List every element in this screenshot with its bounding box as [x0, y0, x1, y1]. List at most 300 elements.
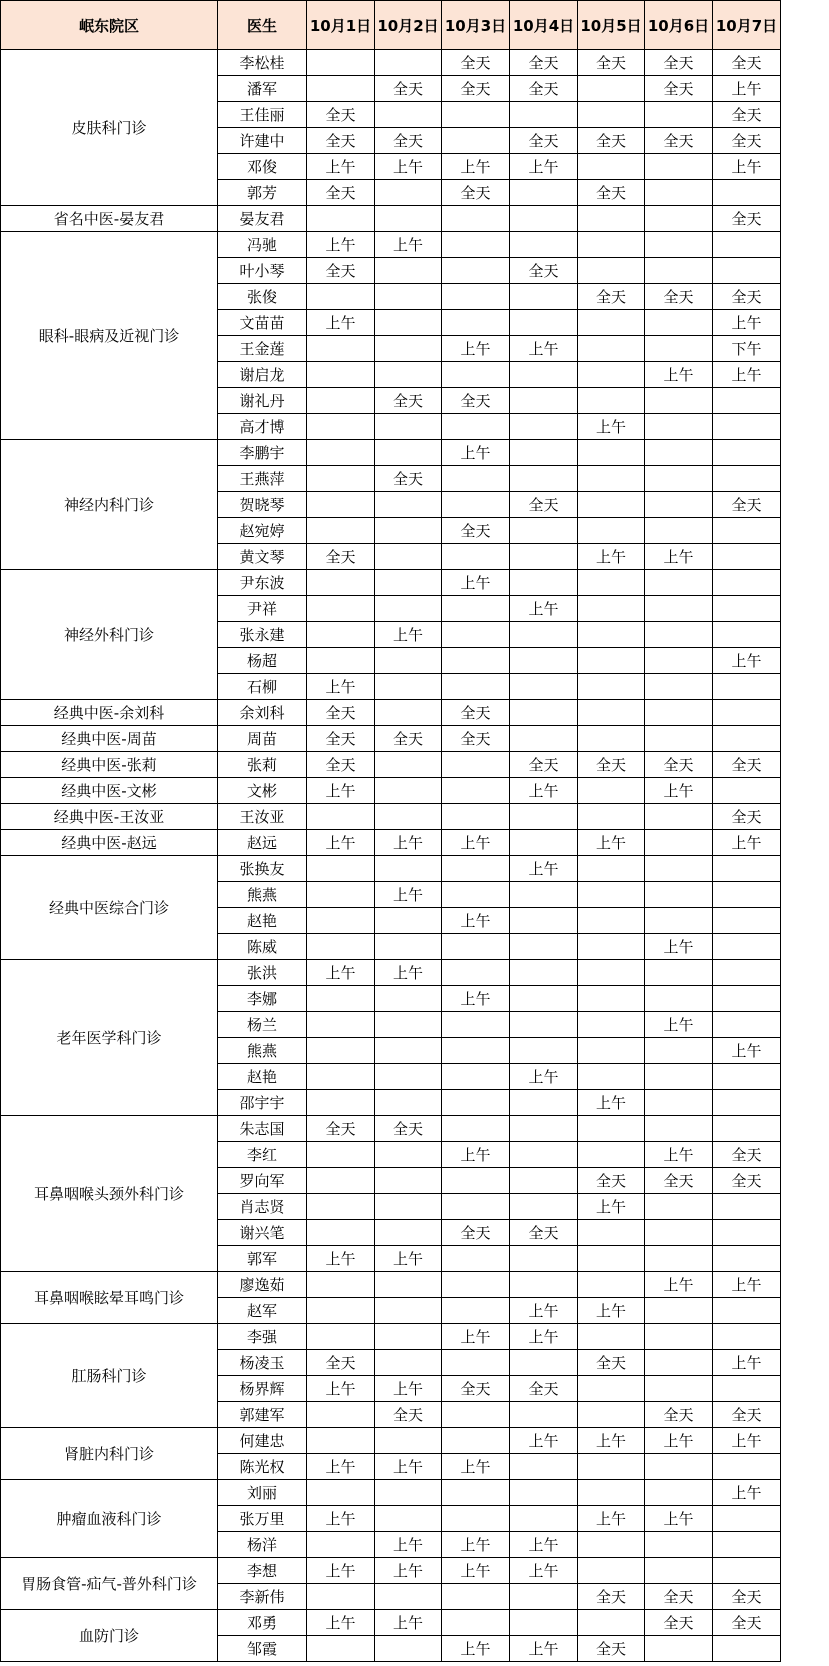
- schedule-cell: [510, 1454, 578, 1480]
- schedule-cell: 上午: [510, 1532, 578, 1558]
- schedule-cell: 上午: [578, 1090, 645, 1116]
- schedule-cell: [713, 544, 781, 570]
- doctor-name-cell: 邵宇宇: [218, 1090, 307, 1116]
- schedule-cell: 上午: [442, 908, 510, 934]
- department-cell: 肛肠科门诊: [1, 1324, 218, 1428]
- schedule-cell: 全天: [578, 50, 645, 76]
- schedule-cell: [578, 336, 645, 362]
- schedule-cell: 上午: [713, 1350, 781, 1376]
- schedule-cell: [442, 674, 510, 700]
- schedule-cell: [307, 1324, 375, 1350]
- schedule-cell: [375, 1220, 442, 1246]
- schedule-cell: [578, 1558, 645, 1584]
- schedule-cell: [510, 1194, 578, 1220]
- schedule-cell: 全天: [307, 700, 375, 726]
- schedule-cell: [510, 1480, 578, 1506]
- table-row: [1, 830, 781, 856]
- schedule-cell: [578, 1454, 645, 1480]
- schedule-cell: [375, 908, 442, 934]
- schedule-cell: [375, 986, 442, 1012]
- schedule-cell: [442, 1012, 510, 1038]
- schedule-cell: [307, 1532, 375, 1558]
- schedule-cell: [442, 232, 510, 258]
- schedule-cell: [375, 1168, 442, 1194]
- schedule-cell: [510, 1402, 578, 1428]
- schedule-cell: [578, 102, 645, 128]
- schedule-cell: 全天: [645, 128, 713, 154]
- schedule-cell: [645, 336, 713, 362]
- schedule-cell: [713, 1194, 781, 1220]
- schedule-cell: [578, 154, 645, 180]
- doctor-name-cell: 尹东波: [218, 570, 307, 596]
- schedule-cell: [510, 440, 578, 466]
- schedule-cell: 全天: [578, 180, 645, 206]
- schedule-cell: 上午: [578, 414, 645, 440]
- schedule-cell: [578, 700, 645, 726]
- schedule-cell: [510, 388, 578, 414]
- schedule-cell: 全天: [307, 726, 375, 752]
- schedule-cell: [578, 492, 645, 518]
- schedule-cell: [645, 1194, 713, 1220]
- schedule-cell: [645, 804, 713, 830]
- schedule-cell: [645, 856, 713, 882]
- department-cell: 经典中医-文彬: [1, 778, 218, 804]
- schedule-cell: [645, 1246, 713, 1272]
- schedule-cell: 上午: [713, 1480, 781, 1506]
- schedule-cell: 上午: [375, 830, 442, 856]
- schedule-cell: [713, 986, 781, 1012]
- schedule-cell: 全天: [307, 1350, 375, 1376]
- schedule-cell: [645, 206, 713, 232]
- schedule-cell: [578, 934, 645, 960]
- doctor-name-cell: 赵军: [218, 1298, 307, 1324]
- schedule-cell: [375, 1506, 442, 1532]
- doctor-name-cell: 熊燕: [218, 882, 307, 908]
- doctor-name-cell: 杨凌玉: [218, 1350, 307, 1376]
- table-row: [1, 1480, 781, 1506]
- schedule-cell: 上午: [713, 76, 781, 102]
- schedule-cell: [645, 1324, 713, 1350]
- schedule-cell: [578, 1246, 645, 1272]
- schedule-cell: [442, 1428, 510, 1454]
- schedule-cell: [510, 700, 578, 726]
- schedule-cell: 上午: [645, 1012, 713, 1038]
- schedule-cell: [307, 1142, 375, 1168]
- table-row: [1, 1116, 781, 1142]
- schedule-cell: [578, 1376, 645, 1402]
- schedule-cell: [375, 518, 442, 544]
- schedule-cell: [713, 466, 781, 492]
- doctor-name-cell: 谢礼丹: [218, 388, 307, 414]
- schedule-cell: [578, 986, 645, 1012]
- department-cell: 眼科-眼病及近视门诊: [1, 232, 218, 440]
- schedule-cell: [307, 362, 375, 388]
- schedule-cell: 上午: [307, 674, 375, 700]
- schedule-cell: [442, 1116, 510, 1142]
- schedule-cell: [510, 180, 578, 206]
- schedule-cell: 上午: [713, 310, 781, 336]
- schedule-cell: 上午: [307, 1454, 375, 1480]
- schedule-cell: [578, 882, 645, 908]
- schedule-cell: [645, 414, 713, 440]
- schedule-cell: [713, 856, 781, 882]
- doctor-name-cell: 郭建军: [218, 1402, 307, 1428]
- table-row: [1, 206, 781, 232]
- schedule-cell: 上午: [375, 622, 442, 648]
- schedule-cell: 上午: [307, 1558, 375, 1584]
- schedule-cell: [578, 622, 645, 648]
- schedule-cell: [510, 908, 578, 934]
- schedule-cell: [578, 778, 645, 804]
- schedule-cell: [645, 258, 713, 284]
- schedule-cell: 全天: [375, 128, 442, 154]
- schedule-cell: [645, 1298, 713, 1324]
- schedule-cell: [713, 726, 781, 752]
- schedule-cell: 上午: [578, 1298, 645, 1324]
- schedule-cell: 上午: [713, 1272, 781, 1298]
- schedule-cell: [307, 1298, 375, 1324]
- doctor-name-cell: 邓俊: [218, 154, 307, 180]
- doctor-name-cell: 陈光权: [218, 1454, 307, 1480]
- doctor-name-cell: 谢启龙: [218, 362, 307, 388]
- schedule-cell: 上午: [375, 1558, 442, 1584]
- schedule-cell: [375, 1480, 442, 1506]
- schedule-cell: [307, 414, 375, 440]
- schedule-cell: [645, 1558, 713, 1584]
- schedule-cell: [442, 856, 510, 882]
- schedule-cell: [713, 180, 781, 206]
- schedule-cell: [510, 986, 578, 1012]
- schedule-cell: 上午: [645, 778, 713, 804]
- doctor-name-cell: 肖志贤: [218, 1194, 307, 1220]
- schedule-cell: [645, 882, 713, 908]
- schedule-cell: 全天: [645, 1610, 713, 1636]
- table-row: [1, 570, 781, 596]
- schedule-cell: 全天: [713, 1168, 781, 1194]
- schedule-body: [1, 50, 781, 1662]
- schedule-cell: [307, 1012, 375, 1038]
- schedule-cell: [510, 1584, 578, 1610]
- schedule-cell: 上午: [442, 336, 510, 362]
- table-row: [1, 856, 781, 882]
- doctor-name-cell: 邹霞: [218, 1636, 307, 1662]
- schedule-cell: 全天: [713, 102, 781, 128]
- schedule-cell: 上午: [713, 830, 781, 856]
- schedule-cell: 下午: [713, 336, 781, 362]
- schedule-cell: [307, 804, 375, 830]
- doctor-name-cell: 余刘科: [218, 700, 307, 726]
- schedule-cell: [307, 76, 375, 102]
- schedule-cell: [578, 206, 645, 232]
- schedule-cell: [375, 1584, 442, 1610]
- doctor-name-cell: 王汝亚: [218, 804, 307, 830]
- schedule-cell: [713, 934, 781, 960]
- schedule-cell: [645, 1636, 713, 1662]
- schedule-cell: [442, 752, 510, 778]
- schedule-cell: [510, 414, 578, 440]
- schedule-cell: [578, 1402, 645, 1428]
- doctor-name-cell: 潘军: [218, 76, 307, 102]
- schedule-cell: 上午: [713, 362, 781, 388]
- doctor-name-cell: 张永建: [218, 622, 307, 648]
- schedule-cell: [645, 622, 713, 648]
- schedule-cell: 上午: [375, 1454, 442, 1480]
- department-cell: 皮肤科门诊: [1, 50, 218, 206]
- schedule-cell: 上午: [645, 934, 713, 960]
- schedule-cell: [645, 1532, 713, 1558]
- schedule-cell: [510, 570, 578, 596]
- schedule-cell: 上午: [645, 362, 713, 388]
- schedule-cell: 全天: [442, 50, 510, 76]
- schedule-cell: 上午: [307, 154, 375, 180]
- schedule-cell: [713, 1324, 781, 1350]
- schedule-cell: [375, 1142, 442, 1168]
- schedule-cell: 全天: [510, 50, 578, 76]
- schedule-cell: [375, 258, 442, 284]
- schedule-cell: 全天: [307, 1116, 375, 1142]
- schedule-cell: 上午: [510, 1428, 578, 1454]
- doctor-name-cell: 石柳: [218, 674, 307, 700]
- schedule-cell: [645, 1038, 713, 1064]
- schedule-cell: [307, 1584, 375, 1610]
- schedule-cell: 全天: [442, 518, 510, 544]
- schedule-cell: 上午: [510, 856, 578, 882]
- schedule-cell: [442, 960, 510, 986]
- schedule-cell: 全天: [713, 128, 781, 154]
- doctor-name-cell: 王金莲: [218, 336, 307, 362]
- header-campus: 岷东院区: [1, 1, 218, 50]
- schedule-cell: 上午: [442, 1324, 510, 1350]
- doctor-name-cell: 朱志国: [218, 1116, 307, 1142]
- schedule-cell: [645, 1480, 713, 1506]
- schedule-cell: 全天: [713, 1142, 781, 1168]
- schedule-cell: 上午: [510, 154, 578, 180]
- header-date: 10月4日: [510, 1, 578, 50]
- schedule-cell: [510, 1038, 578, 1064]
- schedule-cell: 上午: [442, 154, 510, 180]
- doctor-name-cell: 叶小琴: [218, 258, 307, 284]
- doctor-name-cell: 何建忠: [218, 1428, 307, 1454]
- schedule-cell: [645, 232, 713, 258]
- schedule-cell: [578, 960, 645, 986]
- schedule-cell: 全天: [375, 1402, 442, 1428]
- schedule-cell: [307, 284, 375, 310]
- schedule-cell: [578, 258, 645, 284]
- schedule-cell: 上午: [578, 830, 645, 856]
- header-date: 10月6日: [645, 1, 713, 50]
- schedule-cell: 上午: [578, 544, 645, 570]
- schedule-cell: 上午: [510, 1558, 578, 1584]
- doctor-name-cell: 陈威: [218, 934, 307, 960]
- doctor-name-cell: 赵艳: [218, 908, 307, 934]
- schedule-cell: [375, 206, 442, 232]
- doctor-name-cell: 杨洋: [218, 1532, 307, 1558]
- schedule-cell: [442, 778, 510, 804]
- schedule-cell: 全天: [442, 726, 510, 752]
- doctor-name-cell: 冯驰: [218, 232, 307, 258]
- schedule-cell: [578, 1064, 645, 1090]
- schedule-cell: [307, 492, 375, 518]
- schedule-cell: 上午: [442, 1558, 510, 1584]
- header-date: 10月1日: [307, 1, 375, 50]
- schedule-cell: [375, 700, 442, 726]
- doctor-name-cell: 李娜: [218, 986, 307, 1012]
- schedule-cell: 全天: [375, 466, 442, 492]
- schedule-cell: 上午: [510, 1324, 578, 1350]
- schedule-cell: [645, 830, 713, 856]
- header-date: 10月2日: [375, 1, 442, 50]
- schedule-cell: [442, 648, 510, 674]
- doctor-name-cell: 许建中: [218, 128, 307, 154]
- schedule-cell: [375, 336, 442, 362]
- schedule-cell: [375, 440, 442, 466]
- department-cell: 经典中医-周苗: [1, 726, 218, 752]
- schedule-cell: 上午: [510, 1298, 578, 1324]
- doctor-name-cell: 李想: [218, 1558, 307, 1584]
- schedule-cell: [442, 1272, 510, 1298]
- schedule-cell: [442, 284, 510, 310]
- schedule-cell: 上午: [645, 1272, 713, 1298]
- schedule-cell: [510, 466, 578, 492]
- schedule-cell: [578, 76, 645, 102]
- schedule-cell: [645, 1454, 713, 1480]
- schedule-cell: [307, 1428, 375, 1454]
- doctor-name-cell: 张换友: [218, 856, 307, 882]
- schedule-cell: [375, 1064, 442, 1090]
- schedule-cell: [442, 882, 510, 908]
- schedule-cell: [645, 1220, 713, 1246]
- schedule-cell: [510, 1506, 578, 1532]
- doctor-name-cell: 李红: [218, 1142, 307, 1168]
- department-cell: 经典中医-赵远: [1, 830, 218, 856]
- schedule-cell: 上午: [645, 1506, 713, 1532]
- schedule-cell: 全天: [713, 284, 781, 310]
- schedule-cell: [375, 1194, 442, 1220]
- schedule-cell: [713, 882, 781, 908]
- department-cell: 胃肠食管-疝气-普外科门诊: [1, 1558, 218, 1610]
- schedule-cell: [510, 1350, 578, 1376]
- schedule-cell: 全天: [442, 388, 510, 414]
- schedule-cell: [713, 1220, 781, 1246]
- schedule-cell: [645, 960, 713, 986]
- schedule-cell: [442, 102, 510, 128]
- schedule-cell: [307, 1480, 375, 1506]
- schedule-cell: 上午: [375, 1246, 442, 1272]
- schedule-cell: [645, 570, 713, 596]
- schedule-cell: [645, 648, 713, 674]
- schedule-cell: [713, 1532, 781, 1558]
- schedule-cell: [375, 1272, 442, 1298]
- schedule-cell: 上午: [578, 1506, 645, 1532]
- doctor-name-cell: 高才博: [218, 414, 307, 440]
- schedule-cell: [442, 1402, 510, 1428]
- schedule-cell: 全天: [578, 1636, 645, 1662]
- schedule-cell: 上午: [307, 232, 375, 258]
- schedule-cell: 全天: [442, 76, 510, 102]
- doctor-name-cell: 刘丽: [218, 1480, 307, 1506]
- schedule-cell: 上午: [375, 882, 442, 908]
- schedule-cell: [375, 102, 442, 128]
- schedule-cell: [442, 544, 510, 570]
- schedule-cell: [375, 1298, 442, 1324]
- department-cell: 省名中医-晏友君: [1, 206, 218, 232]
- schedule-cell: [307, 388, 375, 414]
- schedule-cell: [645, 492, 713, 518]
- schedule-cell: 上午: [375, 1376, 442, 1402]
- doctor-name-cell: 郭芳: [218, 180, 307, 206]
- doctor-name-cell: 杨界辉: [218, 1376, 307, 1402]
- schedule-cell: [442, 1090, 510, 1116]
- schedule-cell: [307, 206, 375, 232]
- schedule-cell: [578, 1116, 645, 1142]
- schedule-cell: [442, 804, 510, 830]
- schedule-cell: [307, 1064, 375, 1090]
- schedule-cell: 上午: [375, 232, 442, 258]
- department-cell: 耳鼻咽喉眩晕耳鸣门诊: [1, 1272, 218, 1324]
- schedule-cell: [510, 1142, 578, 1168]
- doctor-name-cell: 王佳丽: [218, 102, 307, 128]
- schedule-cell: [510, 284, 578, 310]
- schedule-cell: [375, 414, 442, 440]
- schedule-cell: 全天: [578, 128, 645, 154]
- table-row: [1, 440, 781, 466]
- schedule-cell: [578, 674, 645, 700]
- doctor-name-cell: 张洪: [218, 960, 307, 986]
- schedule-cell: [510, 232, 578, 258]
- schedule-cell: 上午: [645, 1428, 713, 1454]
- schedule-cell: [307, 1038, 375, 1064]
- schedule-cell: 全天: [578, 284, 645, 310]
- schedule-cell: [645, 674, 713, 700]
- doctor-name-cell: 熊燕: [218, 1038, 307, 1064]
- schedule-cell: [578, 1220, 645, 1246]
- schedule-cell: 全天: [510, 128, 578, 154]
- doctor-name-cell: 赵艳: [218, 1064, 307, 1090]
- schedule-cell: 上午: [442, 1636, 510, 1662]
- schedule-cell: [375, 362, 442, 388]
- schedule-cell: [645, 154, 713, 180]
- schedule-cell: [645, 440, 713, 466]
- schedule-cell: [578, 466, 645, 492]
- schedule-cell: [375, 596, 442, 622]
- schedule-cell: [510, 1116, 578, 1142]
- schedule-cell: [645, 1116, 713, 1142]
- doctor-name-cell: 郭军: [218, 1246, 307, 1272]
- department-cell: 神经外科门诊: [1, 570, 218, 700]
- schedule-cell: [713, 700, 781, 726]
- schedule-cell: 上午: [578, 1428, 645, 1454]
- schedule-cell: 全天: [307, 752, 375, 778]
- schedule-cell: [307, 1636, 375, 1662]
- schedule-cell: 全天: [442, 700, 510, 726]
- schedule-cell: [578, 1142, 645, 1168]
- schedule-cell: [713, 414, 781, 440]
- department-cell: 神经内科门诊: [1, 440, 218, 570]
- schedule-cell: [442, 128, 510, 154]
- schedule-cell: 上午: [510, 336, 578, 362]
- schedule-cell: 上午: [442, 570, 510, 596]
- schedule-cell: [307, 440, 375, 466]
- schedule-cell: [645, 986, 713, 1012]
- schedule-cell: [442, 622, 510, 648]
- schedule-cell: [578, 518, 645, 544]
- table-row: [1, 726, 781, 752]
- schedule-cell: 上午: [645, 544, 713, 570]
- schedule-cell: [578, 362, 645, 388]
- schedule-cell: [645, 102, 713, 128]
- schedule-cell: [307, 882, 375, 908]
- doctor-name-cell: 王燕萍: [218, 466, 307, 492]
